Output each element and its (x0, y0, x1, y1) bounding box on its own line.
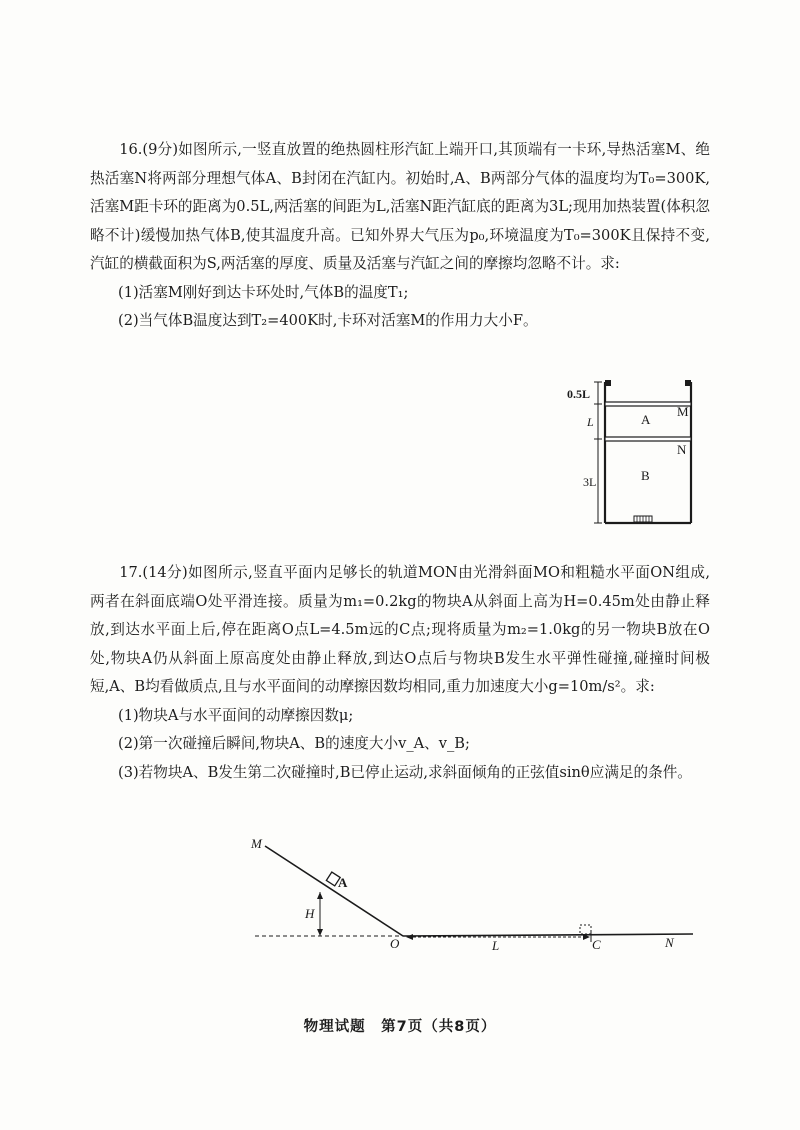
label-m: M (251, 836, 262, 851)
question-16-part-2: (2)当气体B温度达到T₂=400K时,卡环对活塞M的作用力大小F。 (118, 312, 538, 329)
horizontal-on (403, 934, 693, 936)
label-mid-gap: L (587, 415, 594, 429)
label-c: C (592, 937, 601, 952)
label-piston-n: N (677, 442, 687, 457)
label-top-gap: 0.5L (567, 387, 591, 401)
question-17 (90, 559, 710, 787)
question-17-part-3: (3)若物块A、B发生第二次碰撞时,B已停止运动,求斜面倾角的正弦值sinθ应满足的条件。 (118, 763, 692, 781)
question-17-part-1: (1)物块A与水平面间的动摩擦因数μ; (118, 706, 354, 724)
question-17-part-2: (2)第一次碰撞后瞬间,物块A、B的速度大小v_A、v_B; (118, 735, 470, 752)
stop-ring-left (605, 380, 611, 386)
cylinder-diagram (565, 378, 705, 538)
question-16-part-1: (1)活塞M刚好到达卡环处时,气体B的温度T₁; (118, 283, 409, 301)
piston-n (605, 437, 691, 441)
block-at-c (580, 925, 591, 934)
incline-mo (265, 846, 403, 936)
label-h: H (305, 906, 315, 921)
label-o: O (390, 936, 400, 951)
track-diagram (245, 832, 705, 957)
question-17-stem: 17.(14分)如图所示,竖直平面内足够长的轨道MON由光滑斜面MO和粗糙水平面ON组成,两者在斜面底端O处平滑连接。质量为m₁=0.2kg的物块A从斜面上高为H=0.45m处由静止释放,到达水平面上后,停在距离O点L=4.5m远的C点;现将质量为m₂=1.0kg的另一物块B放在O处,物块A仍从斜面上原高度处由静止释放,到达O点后与物块B发生水平弹性碰撞,碰撞时间极短,A、B均看做质点,且与水平面间的动摩擦因数均相同,重力加速度大小g=10m/s²。求: (90, 564, 710, 695)
stop-ring-right (685, 380, 691, 386)
label-l: L (492, 938, 500, 953)
label-gas-b: B (641, 468, 650, 483)
question-16-stem: 16.(9分)如图所示,一竖直放置的绝热圆柱形汽缸上端开口,其顶端有一卡环,导热活塞M、绝热活塞N将两部分理想气体A、B封闭在汽缸内。初始时,A、B两部分气体的温度均为T₀=300K,活塞M距卡环的距离为0.5L,两活塞的间距为L,活塞N距汽缸底的距离为3L;现用加热装置(体积忽略不计)缓慢加热气体B,使其温度升高。已知外界大气压为p₀,环境温度为T₀=300K且保持不变,汽缸的横截面积为S,两活塞的厚度、质量及活塞与汽缸之间的摩擦均忽略不计。求: (90, 141, 710, 272)
question-16 (90, 136, 710, 336)
page-footer: 物理试题 第7页（共8页） (303, 1019, 497, 1035)
label-n: N (665, 935, 674, 950)
label-gas-a: A (641, 412, 651, 427)
label-piston-m: M (677, 404, 689, 419)
label-a: A (338, 875, 348, 890)
label-bottom-gap: 3L (583, 475, 597, 489)
